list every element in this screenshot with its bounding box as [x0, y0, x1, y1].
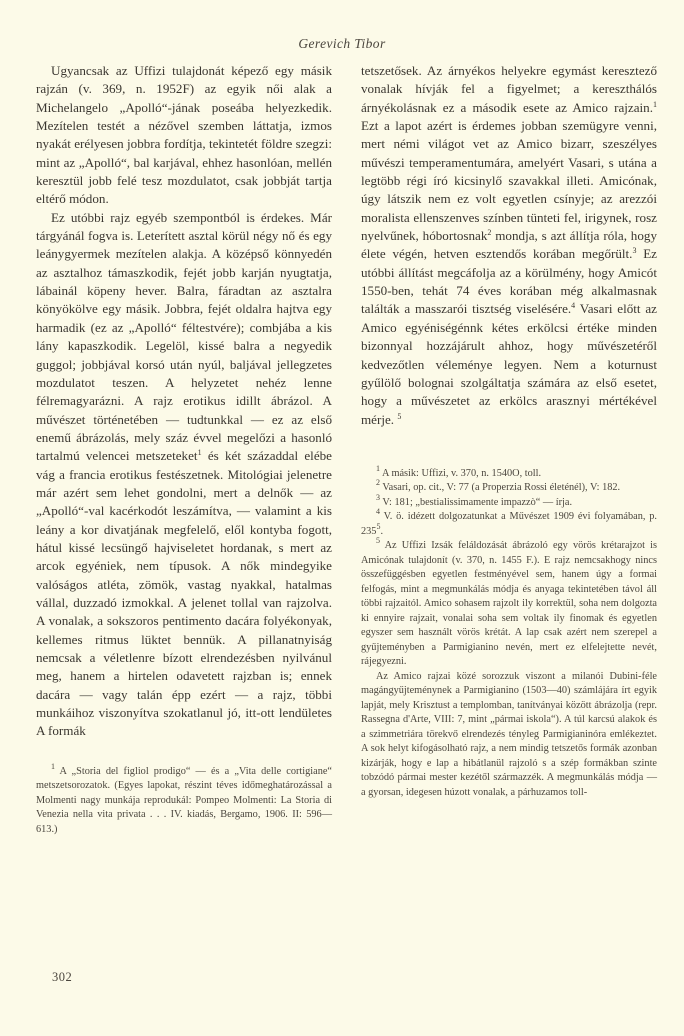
footnote [36, 761, 332, 838]
footnote-mark: 1 [376, 463, 380, 473]
footnote [361, 492, 657, 511]
footnote [361, 536, 657, 670]
footnote-mark: 1 [51, 761, 55, 771]
left-footnotes [36, 761, 332, 838]
footnote-text: V: 181; „bestialissimamente impazzò“ — írja. [380, 496, 573, 508]
paragraph-text: mondja, s azt állítja róla, hogy élete végén, hetven esztendős korában megőrült. [361, 228, 657, 262]
footnote-ref[interactable]: 5 [397, 411, 402, 421]
footnote-text: Az Uffizi Izsák feláldozását ábrázoló egy vörös krétarajzot is Amicónak tulajdonít (v. 370, n. 1455 F.). E rajz nemcsakhogy nincs összefüggésben egyetlen festményével sem, hanem úgy a formai felfogás, mint a megmunkálás módja és anyaga tekintetében távol áll többi rajzaitól. Amico sohasem rajzolt ily korrektül, soha nem dolgozta ki ennyire rajzait, vonalai soha sem voltak ily finomak és egyetlen egyszer sem használt vörös krétát. A lap csak azért nem szerepel a gyűjteményben a Parmigianino nevén, mert ez elfelejtette nevét, rájegyezni. [361, 540, 657, 668]
paragraph-text: tetszetősek. Az árnyékos helyekre egymást keresztező vonalak hívják fel a figyelmet; a kereszthálós árnyékolásnak ez a második esete az Amico rajzain. [361, 63, 657, 115]
left-body-text [36, 62, 332, 741]
footnote-mark: 5 [376, 536, 380, 546]
paragraph-text: és két századdal elébe vág a francia erotikus festészetnek. Mitológiai jelenetre már azért sem lehet gondolni, mert a delnők — az „Apolló“-val kacérkodót leszámítva, — valamint a kis leány a kor divatjának megfelelő, elől kontyba fogott, hátul kissé lecsüngő hajviseletet hordanak, s mert az arcok egyéniek, nem típusok. A nők mindegyike valóságos atléta, zömök, vastag nyakkal, hatalmas vállal, duzzadó izmokkal. A jelenet tollal van rajzolva. A vonalak, a sokszoros pentimento dacára folyékonyak, kellemes ritmus lüktet bennük. A pillanatnyiság nemcsak a véletlenre bízott elrendezésben nyilvánul meg, hanem a hirtelen odavetett rajzban is; ennek dacára — vagy talán épp ezért — a rajz, többi munkáihoz viszonyítva szokatlanul jó, itt-ott lendületes A formák [36, 448, 332, 739]
footnote-ref[interactable]: 1 [197, 448, 202, 458]
footnote [361, 478, 657, 496]
paragraph-text: Vasari előtt az Amico egyéniségénnk kétes erkölcsi értéke minden bizonnyal hozzájárult ahhoz, hogy művészetéről kedvezőtlen véleménye legyen. Nem a koturnust gyűlölő bolognai szolgáltatja számára az első esetet, hogy a művészetet az erkölcs arasznyi mértékével mérje. [361, 301, 657, 427]
footnote-mark: 5 [376, 521, 381, 531]
footnote-text: Vasari, op. cit., V: 77 (a Properzia Rossi életénél), V: 182. [380, 482, 621, 494]
footnote-ref[interactable]: 4 [571, 301, 576, 311]
footnote-text: Az Amico rajzai közé sorozzuk viszont a milanói Dubini-féle magángyűjteménynek a Parmigianino (1503—40) számlájára írt egyik lapját, mely Krisztust a templomban, tanítványai között ábrázolja (repr. Rassegna d'Arte, VIII: 7, mint „pármai iskola“). A túl karcsú alakok és a szimmetriára törekvő elrendezés tényleg Parmigianinóra emlékeztet. A sok helyt kifogásolható rajz, a nem mindig tetszetős formák azonban kizárják, hogy e lap a hibátlanül rajzoló s a szép formákban szinte tobzódó pármai mester kezétől származzék. A megmunkálás módja — a gyorsan, idegesen húzott vonalak, a párhuzamos toll- [361, 670, 657, 798]
footnote-text: A „Storia del figliol prodigo“ — és a „Vita delle cortigiane“ metszetsorozatok. (Egyes lapokat, részint téves időmeghatározással a Molmenti nagy munkája reprodukál: Pompeo Molmenti: La Storia di Venezia nella vita privata . . . IV. kiadás, Bergamo, 1906. II: 596—613.) [36, 765, 332, 835]
footnote-ref[interactable]: 2 [487, 228, 492, 238]
footnote-text: A másik: Uffizi, v. 370, n. 1540O, toll. [380, 467, 542, 479]
footnote-text: . [380, 525, 384, 537]
page-number: 302 [52, 970, 73, 984]
paragraph: Ugyancsak az Uffizi tulajdonát képező egy másik rajzán (v. 369, n. 1952F) az egyik női alak a Michelangelo „Apolló“-jának poseába helyezkedik. Mezítelen testét a nézővel szemben láttatja, izmos nyakát erélyesen jobbra fordítja, tekintetét földre szegzi: mint az „Apolló“, bal karjával, ehhez hasonlóan, mellén keresztül jobb felé tesz mozdulatot, csak jobbját tartja eltérő módon. [36, 63, 332, 207]
footnote [361, 670, 657, 801]
footnote-mark: 3 [376, 492, 380, 502]
paragraph-text: Ez utóbbi állítást megcáfolja az a körülmény, hogy Amicót 1550-ben, tehát 74 éves korában még alkalmasnak találták a masszarói tisztség viselésére. [361, 246, 657, 317]
footnote-ref[interactable]: 3 [632, 246, 637, 256]
right-footnotes [361, 463, 657, 801]
left-column [36, 62, 332, 837]
footnote-text: V. ö. idézett dolgozatunkat a Művészet 1909 évi folyamában, p. 235 [361, 511, 657, 537]
paragraph [361, 62, 657, 429]
paragraph-text: Ez utóbbi rajz egyéb szempontból is érdekes. Már tárgyánál fogva is. Leterített asztal körül négy nő és egy leánygyermek mezítelen alakja. A középső könnyedén az asztalhoz támaszkodik, fejét jobb karján nyugtatja, lábainál köpeny hever. Balra, fáradtan az asztalra könyökölve egy másik. Jobbra, fejét oldalra hajtva egy harmadik (ez az „Apolló“ féltestvére); combjába a kis lány kapaszkodik. Legelöl, kissé balra a negyedik guggol; jobbjával korsó után nyúl, baljával jellegzetes mozdulatot teszen. A helyzetet nehéz lenne félremagyarázni. A rajz erotikus idillt ábrázol. A művészet történetében — tudtunkkal — ez az első enemű ábrázolás, mely száz évvel megelőzi a hasonló tartalmú velencei metszeteket [36, 209, 332, 464]
right-column [361, 62, 657, 800]
footnote-mark: 2 [376, 478, 380, 488]
running-head: Gerevich Tibor [298, 36, 386, 51]
paragraph [36, 209, 332, 741]
footnote [361, 507, 657, 539]
footnote-ref[interactable]: 1 [653, 99, 657, 109]
footnote [361, 463, 657, 482]
footnote-mark: 4 [376, 507, 380, 517]
paragraph-text: Ezt a lapot azért is érdemes jobban szemügyre venni, mert némi világot vet az Amico bizarr, szeszélyes művészi temperamentumára, amelyért Vasari, s utána a legtöbb régi író kicsinylő szavakkal illeti. Amicónak, úgy látszik nem ez volt egyetlen csínyje; az arezzói moralista ellenszenves színben tünteti fel, irigynek, rosz nyelvűnek, hóbortosnak [361, 118, 657, 244]
right-body-text [361, 62, 657, 429]
